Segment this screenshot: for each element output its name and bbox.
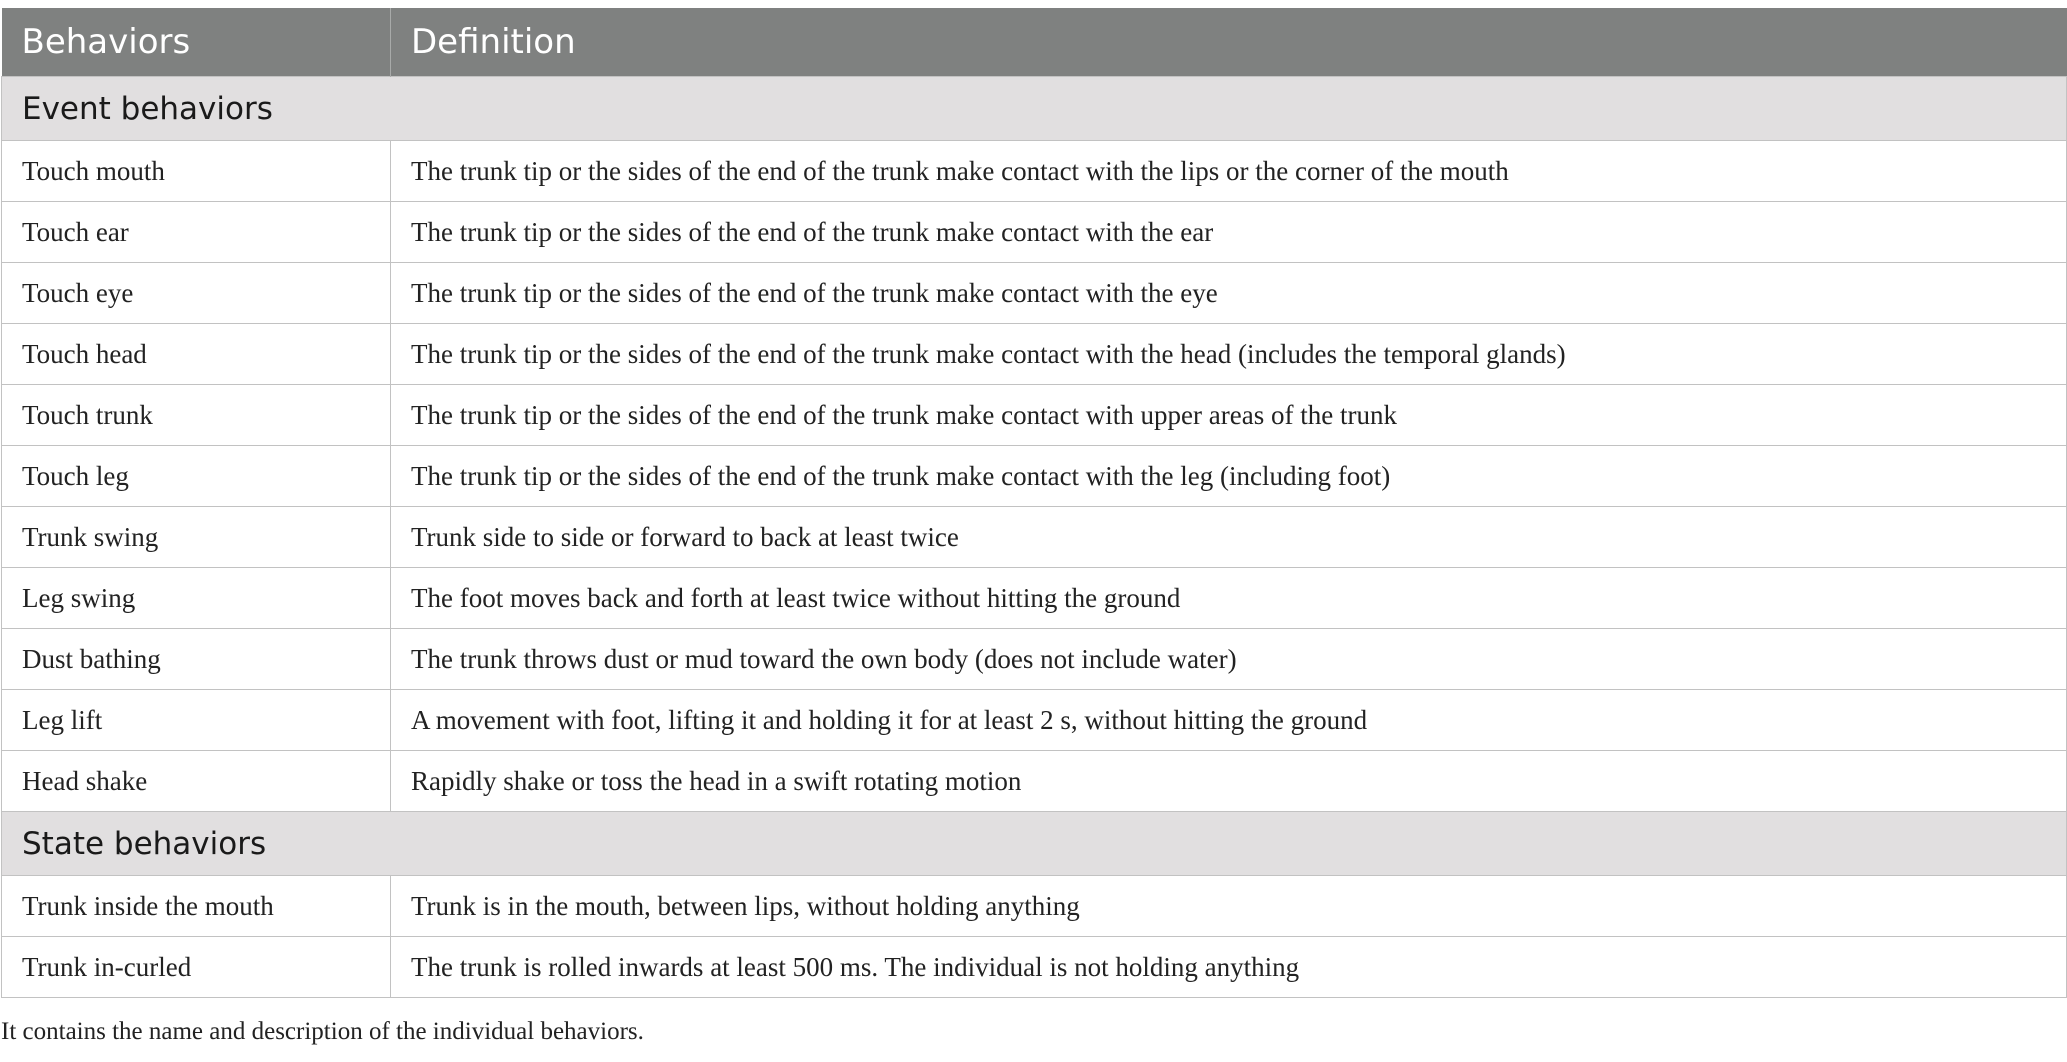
- section-row-state: [2, 812, 2067, 876]
- definition-cell: The trunk tip or the sides of the end of the trunk make contact with upper areas of the trunk: [391, 385, 2067, 446]
- table-row: [2, 324, 2067, 385]
- definition-cell: Trunk is in the mouth, between lips, without holding anything: [391, 876, 2067, 937]
- behavior-cell: Leg swing: [2, 568, 391, 629]
- behavior-cell: Trunk swing: [2, 507, 391, 568]
- behavior-cell: Leg lift: [2, 690, 391, 751]
- definition-cell: A movement with foot, lifting it and holding it for at least 2 s, without hitting the ground: [391, 690, 2067, 751]
- behavior-cell: Touch eye: [2, 263, 391, 324]
- behavior-cell: Touch leg: [2, 446, 391, 507]
- section-title: State behaviors: [2, 812, 2067, 876]
- definition-cell: The foot moves back and forth at least twice without hitting the ground: [391, 568, 2067, 629]
- definition-cell: Rapidly shake or toss the head in a swift rotating motion: [391, 751, 2067, 812]
- behavior-cell: Touch ear: [2, 202, 391, 263]
- definition-cell: The trunk tip or the sides of the end of the trunk make contact with the eye: [391, 263, 2067, 324]
- table-row: [2, 937, 2067, 998]
- table-row: [2, 876, 2067, 937]
- behavior-cell: Touch trunk: [2, 385, 391, 446]
- definition-cell: The trunk tip or the sides of the end of the trunk make contact with the leg (including foot): [391, 446, 2067, 507]
- behavior-cell: Touch mouth: [2, 141, 391, 202]
- table-header-row: [2, 8, 2067, 77]
- definition-cell: The trunk tip or the sides of the end of the trunk make contact with the head (includes the temporal glands): [391, 324, 2067, 385]
- table-row: [2, 751, 2067, 812]
- table-row: [2, 568, 2067, 629]
- definition-cell: The trunk throws dust or mud toward the own body (does not include water): [391, 629, 2067, 690]
- behavior-cell: Head shake: [2, 751, 391, 812]
- definition-cell: The trunk tip or the sides of the end of the trunk make contact with the ear: [391, 202, 2067, 263]
- table-row: [2, 507, 2067, 568]
- header-behaviors: Behaviors: [2, 8, 391, 77]
- definition-cell: The trunk is rolled inwards at least 500 ms. The individual is not holding anything: [391, 937, 2067, 998]
- table-row: [2, 629, 2067, 690]
- header-definition: Definition: [391, 8, 2067, 77]
- behavior-cell: Touch head: [2, 324, 391, 385]
- section-row-event: [2, 77, 2067, 141]
- behavior-cell: Trunk in-curled: [2, 937, 391, 998]
- behaviors-table: [1, 8, 2067, 998]
- behavior-cell: Trunk inside the mouth: [2, 876, 391, 937]
- section-title: Event behaviors: [2, 77, 2067, 141]
- behaviors-table-container: [1, 8, 2066, 998]
- definition-cell: Trunk side to side or forward to back at least twice: [391, 507, 2067, 568]
- table-row: [2, 202, 2067, 263]
- definition-cell: The trunk tip or the sides of the end of the trunk make contact with the lips or the corner of the mouth: [391, 141, 2067, 202]
- table-row: [2, 446, 2067, 507]
- table-row: [2, 690, 2067, 751]
- table-row: [2, 263, 2067, 324]
- behavior-cell: Dust bathing: [2, 629, 391, 690]
- table-row: [2, 141, 2067, 202]
- table-row: [2, 385, 2067, 446]
- table-footnote: It contains the name and description of the individual behaviors.: [1, 1018, 644, 1045]
